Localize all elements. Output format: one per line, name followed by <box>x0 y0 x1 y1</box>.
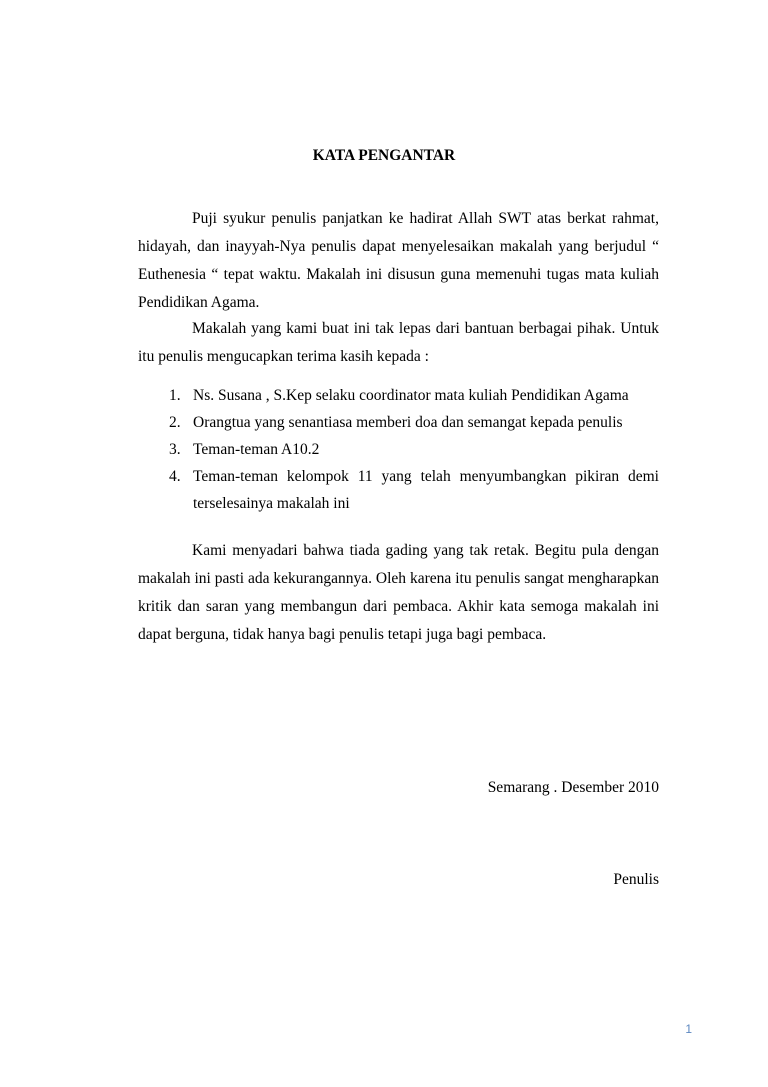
list-item-text: Teman-teman kelompok 11 yang telah menyumbangkan pikiran demi terselesainya makalah ini <box>193 468 659 512</box>
paragraph-thanks-intro: Makalah yang kami buat ini tak lepas dari bantuan berbagai pihak. Untuk itu penulis mengucapkan terima kasih kepada : <box>138 320 659 365</box>
list-item-number: 3. <box>169 441 181 458</box>
signer-name: Penulis <box>613 871 659 888</box>
page-number: 1 <box>685 1022 692 1036</box>
page-title: KATA PENGANTAR <box>312 147 456 164</box>
list-item-text: Orangtua yang senantiasa memberi doa dan semangat kepada penulis <box>193 414 623 431</box>
list-item-number: 4. <box>169 468 181 485</box>
list-item <box>138 436 659 463</box>
list-item <box>138 463 659 517</box>
list-item-text: Teman-teman A10.2 <box>193 441 320 458</box>
thanks-list <box>138 382 659 517</box>
place-date: Semarang . Desember 2010 <box>487 779 659 796</box>
list-item-text: Ns. Susana , S.Kep selaku coordinator mata kuliah Pendidikan Agama <box>193 387 629 404</box>
list-item-number: 2. <box>169 414 181 431</box>
paragraph-closing: Kami menyadari bahwa tiada gading yang tak retak. Begitu pula dengan makalah ini pasti ada kekurangannya. Oleh karena itu penulis sangat mengharapkan kritik dan saran yang membangun dari pembaca. Akhir kata semoga makalah ini dapat berguna, tidak hanya bagi penulis tetapi juga bagi pembaca. <box>138 542 659 643</box>
paragraph-opening: Puji syukur penulis panjatkan ke hadirat Allah SWT atas berkat rahmat, hidayah, dan inayyah-Nya penulis dapat menyelesaikan makalah yang berjudul “ Euthenesia “ tepat waktu. Makalah ini disusun guna memenuhi tugas mata kuliah Pendidikan Agama. <box>138 210 659 311</box>
list-item <box>138 382 659 409</box>
list-item-number: 1. <box>169 387 181 404</box>
list-item <box>138 409 659 436</box>
